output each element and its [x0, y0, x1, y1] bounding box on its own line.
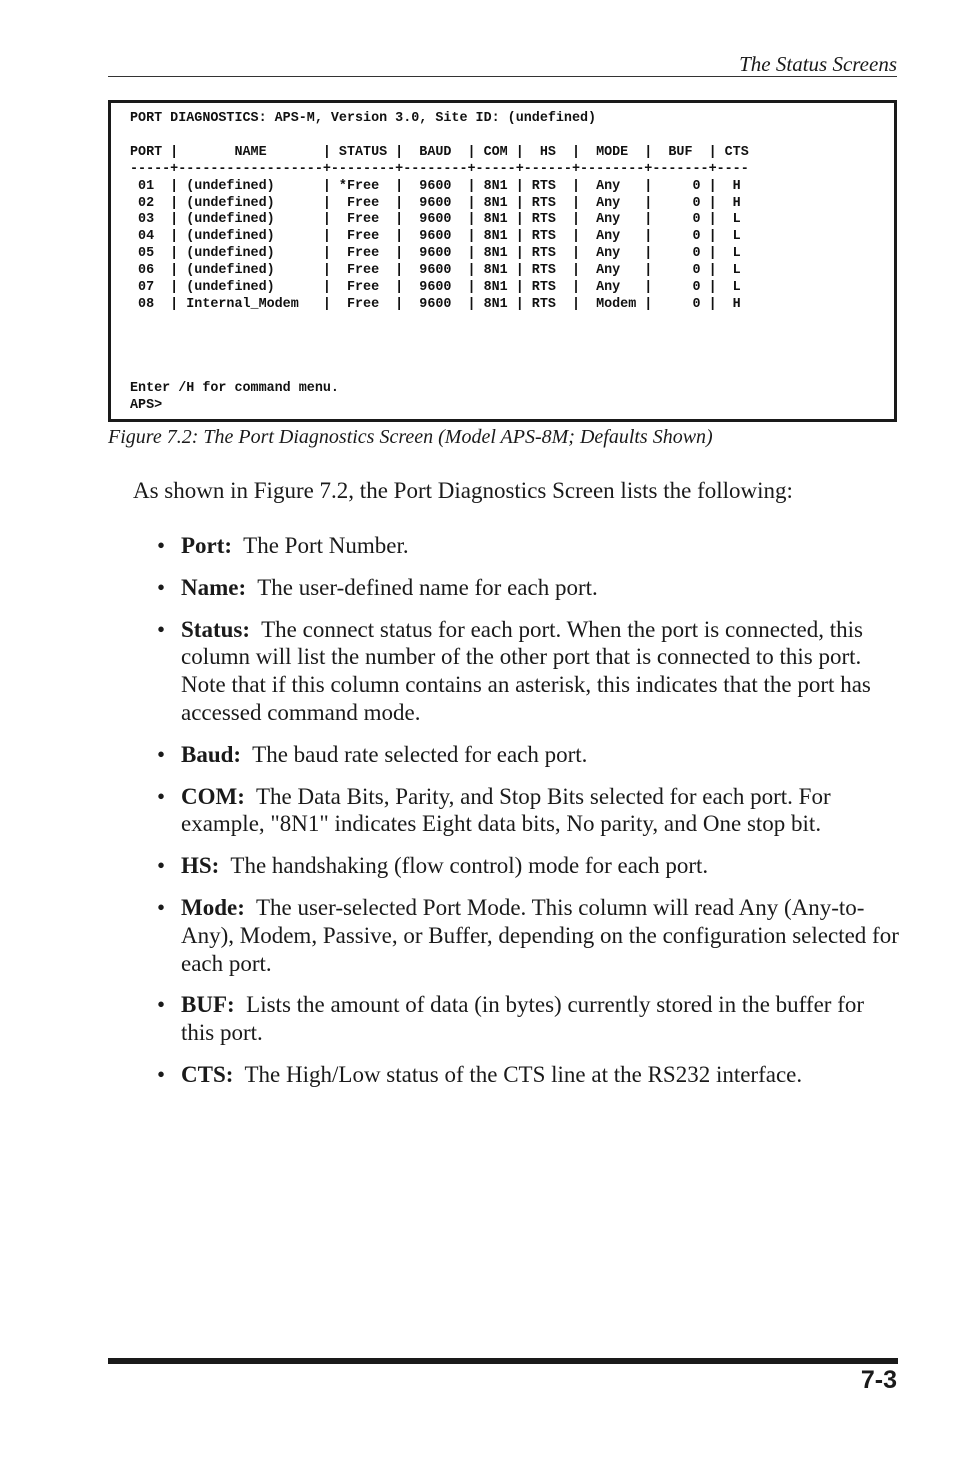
bullet-icon: •	[157, 533, 166, 558]
page-number: 7-3	[860, 1366, 897, 1394]
bullet-icon: •	[157, 853, 166, 879]
bullet-icon: •	[157, 741, 166, 767]
table-header: PORT | NAME | STATUS | BAUD | COM | HS | MODE | BUF | CTS	[130, 144, 749, 160]
intro-paragraph: As shown in Figure 7.2, the Port Diagnostics Screen lists the following:	[133, 478, 793, 503]
bullet-icon: •	[157, 616, 166, 642]
table-rows	[130, 179, 749, 314]
running-title: The Status Screens	[739, 52, 897, 76]
term-description: The handshaking (flow control) mode for each port.	[219, 853, 709, 879]
table-row: 04 | (undefined) | Free | 9600 | 8N1 | RTS | Any | 0 | L	[130, 229, 741, 245]
footer-rule	[108, 1358, 898, 1364]
bullet-icon: •	[157, 992, 166, 1018]
term-label: CTS:	[181, 1061, 234, 1087]
list-item	[157, 616, 899, 727]
term-description: The user-selected Port Mode. This column will read Any (Any-to-Any), Modem, Passive, or Buffer, depending on the configuration selected for each port.	[181, 894, 899, 976]
figure-caption: Figure 7.2: The Port Diagnostics Screen (Model APS-8M; Defaults Shown)	[108, 426, 713, 448]
term-label: COM:	[181, 783, 245, 809]
table-row: 01 | (undefined) | *Free | 9600 | 8N1 | RTS | Any | 0 | H	[130, 178, 741, 194]
term-description: The Data Bits, Parity, and Stop Bits selected for each port. For example, "8N1" indicates Eight data bits, No parity, and One stop bit.	[181, 783, 831, 837]
bullet-icon: •	[157, 783, 166, 809]
list-item	[157, 532, 899, 560]
term-description: The High/Low status of the CTS line at the RS232 interface.	[233, 1061, 803, 1087]
list-item	[157, 1061, 899, 1089]
term-label: Baud:	[181, 741, 242, 767]
table-row: 08 | Internal_Modem | Free | 9600 | 8N1 | RTS | Modem | 0 | H	[130, 296, 741, 312]
term-label: HS:	[181, 853, 220, 879]
command-prompt[interactable]: APS>	[130, 398, 163, 414]
terminal-output	[130, 111, 749, 415]
table-separator: -----+------------------+--------+--------+-----+------+--------+-------+----	[130, 161, 749, 177]
port-diagnostics-screen	[108, 100, 897, 422]
term-description: Lists the amount of data (in bytes) currently stored in the buffer for this port.	[181, 992, 865, 1046]
table-row: 06 | (undefined) | Free | 9600 | 8N1 | RTS | Any | 0 | L	[130, 263, 741, 279]
term-label: Mode:	[181, 894, 245, 920]
bullet-icon: •	[157, 574, 166, 600]
list-item	[157, 741, 899, 769]
table-row: 07 | (undefined) | Free | 9600 | 8N1 | RTS | Any | 0 | L	[130, 280, 741, 296]
bullet-icon: •	[157, 1061, 166, 1087]
list-item	[157, 991, 899, 1047]
table-row: 05 | (undefined) | Free | 9600 | 8N1 | RTS | Any | 0 | L	[130, 246, 741, 262]
term-description: The baud rate selected for each port.	[241, 741, 588, 767]
term-description: The user-defined name for each port.	[246, 574, 598, 600]
term-description: The connect status for each port. When the port is connected, this column will list the number of the other port that is connected to this port. Note that if this column contains an asterisk, this indicates that the port has accessed command mode.	[181, 616, 871, 725]
list-item	[157, 574, 899, 602]
field-descriptions	[157, 532, 899, 1103]
list-item	[157, 852, 899, 880]
term-label: BUF:	[181, 992, 235, 1018]
term-label: Status:	[181, 616, 251, 642]
list-item	[157, 894, 899, 977]
term-label: Name:	[181, 574, 247, 600]
term-description: The Port Number.	[232, 533, 409, 558]
table-row: 03 | (undefined) | Free | 9600 | 8N1 | RTS | Any | 0 | L	[130, 212, 741, 228]
list-item	[157, 783, 899, 839]
screen-title: PORT DIAGNOSTICS: APS-M, Version 3.0, Site ID: (undefined)	[130, 111, 597, 126]
bullet-icon: •	[157, 894, 166, 920]
table-row: 02 | (undefined) | Free | 9600 | 8N1 | RTS | Any | 0 | H	[130, 195, 741, 211]
term-label: Port:	[181, 533, 233, 558]
running-head	[108, 50, 897, 77]
help-line: Enter /H for command menu.	[130, 381, 339, 397]
